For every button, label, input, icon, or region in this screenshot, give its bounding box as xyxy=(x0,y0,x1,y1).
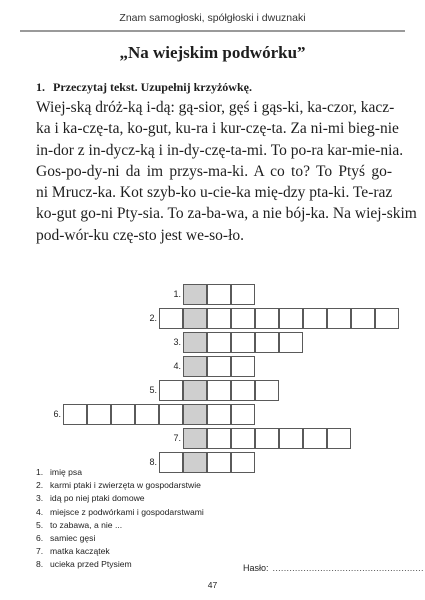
clue-text: miejsce z podwórkami i gospodarstwami xyxy=(50,506,204,517)
exercise-instruction-text: Przeczytaj tekst. Uzupełnij krzyżówkę. xyxy=(53,80,252,94)
clue-number: 1. xyxy=(36,467,44,477)
crossword-cell[interactable] xyxy=(255,428,279,449)
clue-item xyxy=(36,545,266,558)
crossword-cell[interactable] xyxy=(231,308,255,329)
crossword-row-number: 2. xyxy=(149,313,157,323)
crossword-key-cell[interactable] xyxy=(183,404,207,425)
clue-text: karmi ptaki i zwierzęta w gospodarstwie xyxy=(50,480,201,491)
crossword-cell[interactable] xyxy=(135,404,159,425)
exercise-number: 1. xyxy=(36,80,45,94)
crossword-cell[interactable] xyxy=(207,332,231,353)
crossword-cell[interactable] xyxy=(255,380,279,401)
crossword-row-number: 7. xyxy=(173,433,181,443)
clue-number: 5. xyxy=(36,519,44,530)
crossword-row-number: 5. xyxy=(149,385,157,395)
crossword-cell[interactable] xyxy=(279,308,303,329)
crossword-cell[interactable] xyxy=(207,308,231,329)
running-header: Znam samogłoski, spółgłoski i dwuznaki xyxy=(119,12,306,24)
crossword-cell[interactable] xyxy=(87,404,111,425)
crossword-cell[interactable] xyxy=(375,308,399,329)
clue-text: samiec gęsi xyxy=(50,533,96,544)
clue-number: 4. xyxy=(36,506,44,517)
clue-item xyxy=(36,532,266,545)
clue-text: ucieka przed Ptysiem xyxy=(50,559,132,570)
answer-line xyxy=(243,563,424,573)
clue-text: matka kaczątek xyxy=(50,546,110,557)
answer-field[interactable]: ...................................................... xyxy=(272,563,424,573)
clue-number: 2. xyxy=(36,480,44,491)
clue-number: 7. xyxy=(36,546,44,557)
crossword-cell[interactable] xyxy=(207,428,231,449)
clue-text: to zabawa, a nie ... xyxy=(50,519,123,530)
crossword-cell[interactable] xyxy=(159,404,183,425)
reading-line: Wiej-ską dróż-ką i-dą: gą-sior, gęś i gąs-ki, ka-czor, kacz- xyxy=(36,99,395,116)
clue-text: idą po niej ptaki domowe xyxy=(50,493,145,504)
crossword-cell[interactable] xyxy=(63,404,87,425)
crossword-cell[interactable] xyxy=(231,284,255,305)
crossword-cell[interactable] xyxy=(303,428,327,449)
clue-item xyxy=(36,558,266,571)
answer-label: Hasło: xyxy=(243,563,269,573)
crossword-row-number: 8. xyxy=(149,457,157,467)
clue-item xyxy=(36,479,266,492)
crossword-cell[interactable] xyxy=(231,332,255,353)
clue-number: 8. xyxy=(36,559,44,570)
exercise-instruction xyxy=(36,79,396,95)
clue-text: imię psa xyxy=(50,467,82,477)
crossword-row-number: 1. xyxy=(173,289,181,299)
crossword-row-number: 6. xyxy=(53,409,61,419)
crossword-row-number: 3. xyxy=(173,337,181,347)
reading-line: Gos-po-dy-ni da im przys-ma-ki. A co to? To Ptyś go- xyxy=(36,162,392,180)
crossword-cell[interactable] xyxy=(255,332,279,353)
crossword-cell[interactable] xyxy=(159,380,183,401)
crossword-cell[interactable] xyxy=(111,404,135,425)
crossword-cell[interactable] xyxy=(231,428,255,449)
crossword-cell[interactable] xyxy=(231,380,255,401)
crossword-cell[interactable] xyxy=(303,308,327,329)
crossword-cell[interactable] xyxy=(207,404,231,425)
clue-number: 6. xyxy=(36,533,44,544)
clue-number: 3. xyxy=(36,493,44,504)
crossword-cell[interactable] xyxy=(255,308,279,329)
crossword-key-cell[interactable] xyxy=(183,380,207,401)
reading-line: ka i ka-czę-ta, ko-gut, ku-ra i kur-czę-ta. Za ni-mi bieg-nie xyxy=(36,120,399,138)
header-divider xyxy=(20,30,405,32)
reading-line: ko-gut go-ni Pty-sia. To za-ba-wa, a nie bój-ka. Na wiej-skim xyxy=(36,205,417,223)
crossword-key-cell[interactable] xyxy=(183,428,207,449)
crossword-cell[interactable] xyxy=(351,308,375,329)
crossword-key-cell[interactable] xyxy=(183,284,207,305)
page-number: 47 xyxy=(207,580,218,590)
crossword-cell[interactable] xyxy=(327,428,351,449)
crossword-key-cell[interactable] xyxy=(183,356,207,377)
crossword-row-number: 4. xyxy=(173,361,181,371)
crossword-cell[interactable] xyxy=(231,356,255,377)
crossword-cell[interactable] xyxy=(327,308,351,329)
crossword-cell[interactable] xyxy=(279,332,303,353)
clue-item xyxy=(36,466,266,479)
crossword-cell[interactable] xyxy=(207,356,231,377)
reading-text xyxy=(36,97,417,246)
clue-item xyxy=(36,506,266,519)
crossword-cell[interactable] xyxy=(207,284,231,305)
reading-line: pod-wór-ku czę-sto jest we-so-ło. xyxy=(36,226,245,244)
crossword-key-cell[interactable] xyxy=(183,308,207,329)
clue-list xyxy=(36,466,266,572)
crossword-cell[interactable] xyxy=(207,380,231,401)
crossword-cell[interactable] xyxy=(279,428,303,449)
reading-line: ni Mrucz-ka. Kot szyb-ko u-cie-ka mię-dzy pta-ki. Te-raz xyxy=(36,184,393,202)
clue-item xyxy=(36,519,266,532)
crossword-cell[interactable] xyxy=(231,404,255,425)
reading-line: in-dor z in-dycz-ką i in-dy-czę-ta-mi. To po-ra kar-mie-nia. xyxy=(36,141,404,159)
crossword-key-cell[interactable] xyxy=(183,332,207,353)
crossword-cell[interactable] xyxy=(159,308,183,329)
clue-item xyxy=(36,492,266,505)
page-title: „Na wiejskim podwórku” xyxy=(119,43,306,62)
